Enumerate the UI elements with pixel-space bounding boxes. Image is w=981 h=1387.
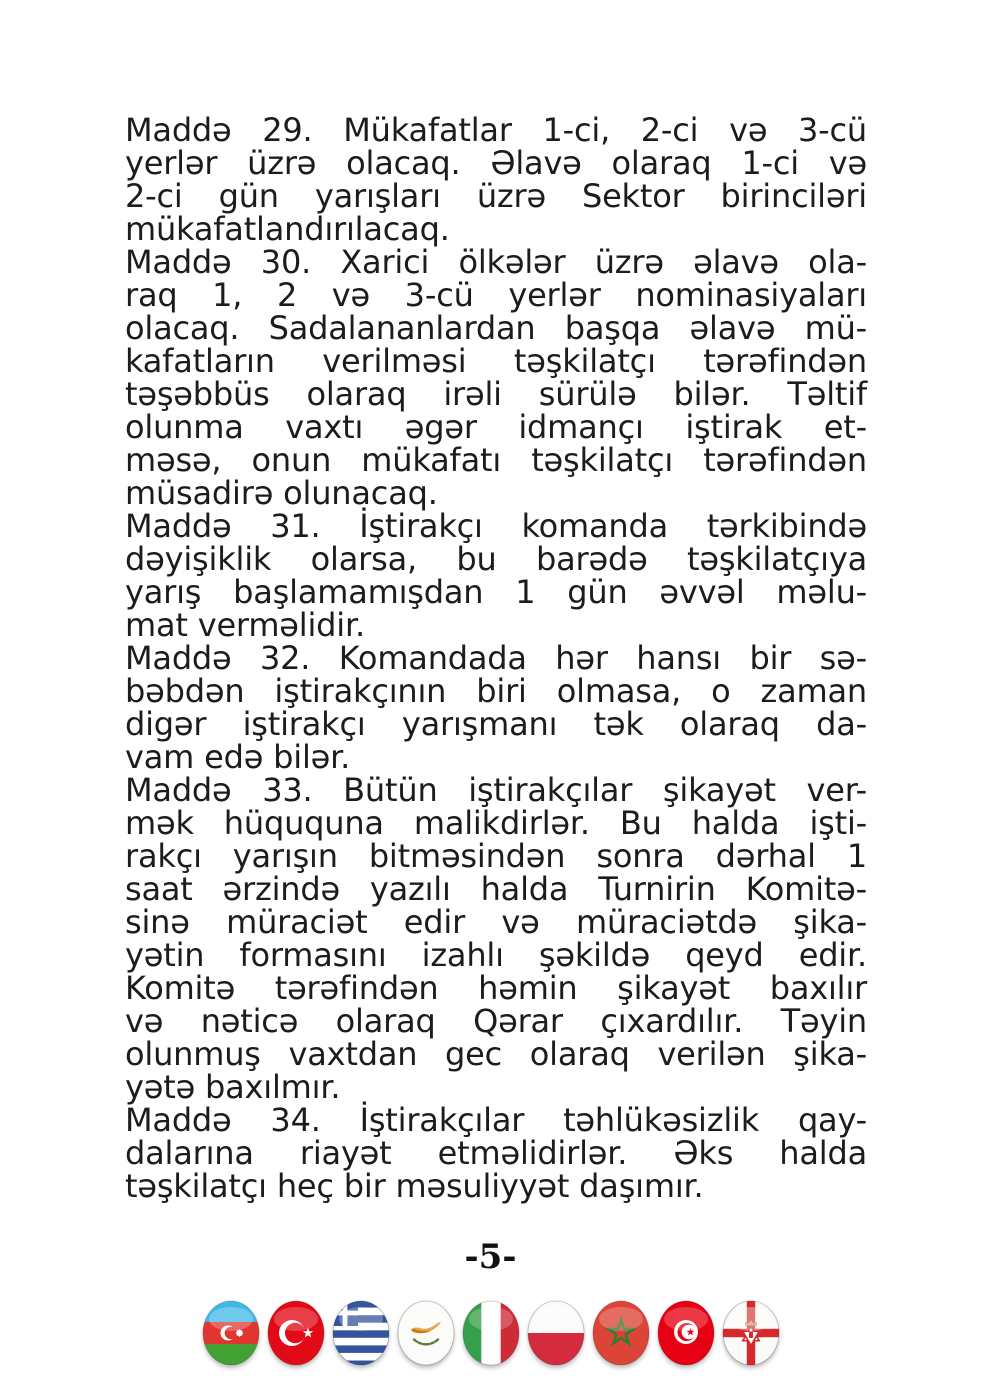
text-line: rakçı yarışın bitməsindən sonra dərhal 1 [125,837,867,875]
text-line: Maddə 29. Mükafatlar 1-ci, 2-ci və 3-cü [125,111,867,149]
text-line: vam edə bilər. [125,738,351,776]
text-line: Maddə 32. Komandada hər hansı bir sə- [125,639,867,677]
text-line: 2-ci gün yarışları üzrə Sektor birinciləri [125,177,867,215]
text-line: yarış başlamamışdan 1 gün əvvəl məlu- [125,573,867,611]
text-line: dalarına riayət etməlidirlər. Əks halda [125,1134,867,1172]
text-line: dəyişiklik olarsa, bu barədə təşkilatçıya [125,540,867,578]
text-line: Maddə 30. Xarici ölkələr üzrə əlavə ola- [125,243,867,281]
text-line: təşəbbüs olaraq irəli sürülə bilər. Təltif [125,375,867,413]
text-line: yerlər üzrə olacaq. Əlavə olaraq 1-ci və [125,144,867,182]
flag-turkey-icon [267,1300,325,1366]
text-line: bəbdən iştirakçının biri olmasa, o zaman [125,672,867,710]
flag-morocco-icon [592,1300,650,1366]
paragraph-madde-30 [125,243,867,512]
text-line: raq 1, 2 və 3-cü yerlər nominasiyaları [125,276,867,314]
flag-greece-icon [332,1300,390,1366]
paragraph-madde-29 [125,111,867,248]
text-line: Maddə 33. Bütün iştirakçılar şikayət ver- [125,771,867,809]
paragraph-madde-31 [125,507,867,644]
text-line: kafatların verilməsi təşkilatçı tərəfindən [125,342,867,380]
text-line: digər iştirakçı yarışmanı tək olaraq da- [125,705,867,743]
flag-azerbaijan-icon [202,1300,260,1366]
text-line: mükafatlandırılacaq. [125,210,450,248]
paragraph-madde-34 [125,1101,867,1205]
flags-row [0,1300,981,1366]
text-line: sinə müraciət edir və müraciətdə şika- [125,903,867,941]
text-line: mat verməlidir. [125,606,365,644]
text-line: mək hüququna malikdirlər. Bu halda işti- [125,804,867,842]
text-line: olunmuş vaxtdan gec olaraq verilən şika- [125,1035,867,1073]
text-line: yətə baxılmır. [125,1068,341,1106]
flag-italy-icon [462,1300,520,1366]
paragraph-madde-32 [125,639,867,776]
flag-poland-icon [527,1300,585,1366]
text-line: müsadirə olunacaq. [125,474,438,512]
text-line: olunma vaxtı əgər idmançı iştirak et- [125,408,867,446]
text-line: saat ərzində yazılı halda Turnirin Komitə- [125,870,867,908]
text-line: Maddə 31. İştirakçı komanda tərkibində [125,507,867,545]
text-line: təşkilatçı heç bir məsuliyyət daşımır. [125,1167,704,1205]
flag-cyprus-icon [397,1300,455,1366]
text-line: məsə, onun mükafatı təşkilatçı tərəfindən [125,441,867,479]
flag-northern-ireland-icon [722,1300,780,1366]
paragraph-madde-33 [125,771,867,1106]
text-line: Maddə 34. İştirakçılar təhlükəsizlik qay- [125,1101,867,1139]
page-number: -5- [464,1237,517,1277]
document-text [125,111,867,1205]
text-line: və nəticə olaraq Qərar çıxardılır. Təyin [125,1002,867,1040]
flag-tunisia-icon [657,1300,715,1366]
text-line: Komitə tərəfindən həmin şikayət baxılır [125,969,867,1007]
text-line: yətin formasını izahlı şəkildə qeyd edir. [125,936,867,974]
text-line: olacaq. Sadalananlardan başqa əlavə mü- [125,309,867,347]
